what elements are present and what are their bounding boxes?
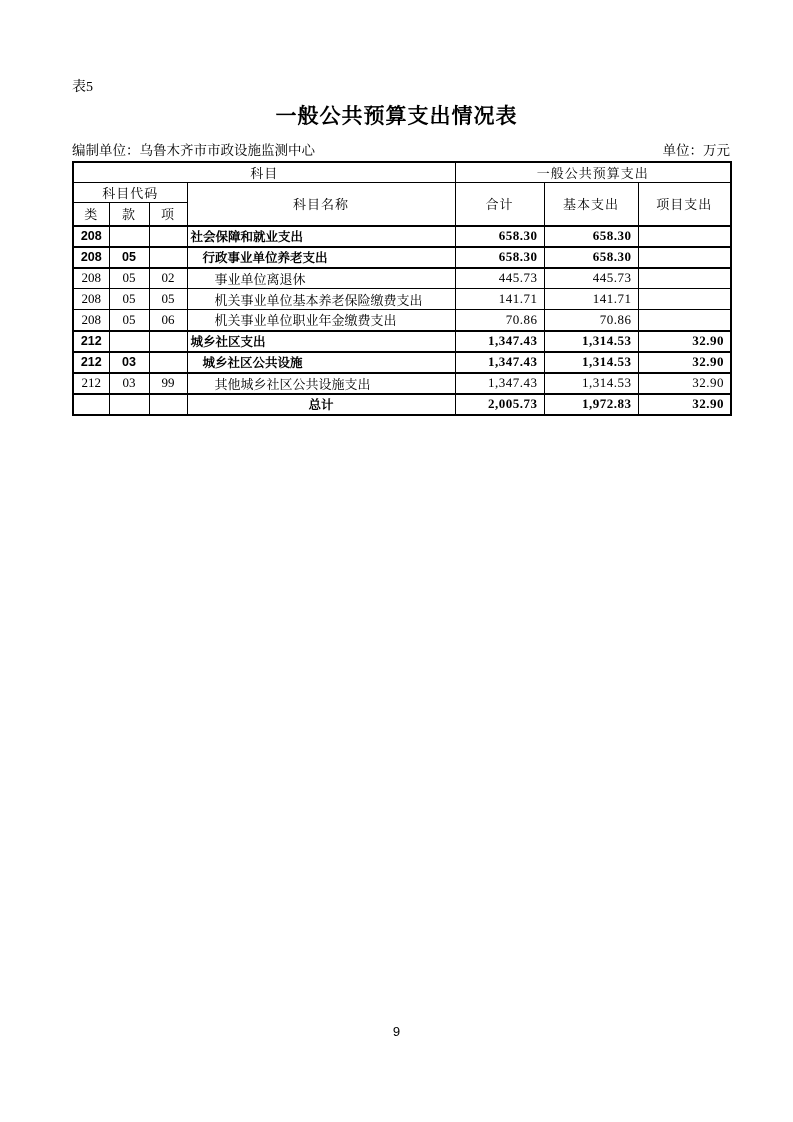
xiang-cell bbox=[149, 352, 187, 373]
name-cell: 总计 bbox=[187, 394, 455, 415]
project-cell: 32.90 bbox=[638, 331, 731, 352]
name-cell: 机关事业单位职业年金缴费支出 bbox=[187, 310, 455, 331]
header-project-col: 项目支出 bbox=[638, 183, 731, 226]
basic-cell: 1,314.53 bbox=[544, 352, 638, 373]
kuan-cell: 05 bbox=[109, 247, 149, 268]
name-cell: 其他城乡社区公共设施支出 bbox=[187, 373, 455, 394]
table-row bbox=[73, 310, 731, 331]
total-cell: 2,005.73 bbox=[455, 394, 544, 415]
header-code-lei: 类 bbox=[73, 203, 109, 226]
basic-cell: 445.73 bbox=[544, 268, 638, 289]
total-cell: 141.71 bbox=[455, 289, 544, 310]
xiang-cell bbox=[149, 226, 187, 247]
basic-cell: 1,314.53 bbox=[544, 331, 638, 352]
name-cell: 社会保障和就业支出 bbox=[187, 226, 455, 247]
kuan-cell: 05 bbox=[109, 289, 149, 310]
page-title: 一般公共预算支出情况表 bbox=[275, 105, 518, 128]
table-row bbox=[73, 394, 731, 415]
name-cell: 事业单位离退休 bbox=[187, 268, 455, 289]
xiang-cell: 99 bbox=[149, 373, 187, 394]
table-row bbox=[73, 373, 731, 394]
table-row bbox=[73, 331, 731, 352]
table-row bbox=[73, 289, 731, 310]
name-cell: 城乡社区支出 bbox=[187, 331, 455, 352]
lei-cell: 208 bbox=[73, 247, 109, 268]
total-cell: 658.30 bbox=[455, 247, 544, 268]
lei-cell: 212 bbox=[73, 331, 109, 352]
project-cell bbox=[638, 226, 731, 247]
total-cell: 1,347.43 bbox=[455, 352, 544, 373]
kuan-cell bbox=[109, 331, 149, 352]
basic-cell: 70.86 bbox=[544, 310, 638, 331]
kuan-cell: 03 bbox=[109, 352, 149, 373]
header-code-xiang: 项 bbox=[149, 203, 187, 226]
basic-cell: 1,314.53 bbox=[544, 373, 638, 394]
kuan-cell: 05 bbox=[109, 310, 149, 331]
xiang-cell: 06 bbox=[149, 310, 187, 331]
kuan-cell bbox=[109, 394, 149, 415]
basic-cell: 1,972.83 bbox=[544, 394, 638, 415]
project-cell bbox=[638, 268, 731, 289]
table-header bbox=[73, 162, 731, 226]
header-basic-col: 基本支出 bbox=[544, 183, 638, 226]
basic-cell: 658.30 bbox=[544, 247, 638, 268]
table-meta-row bbox=[72, 139, 730, 159]
budget-expenditure-table bbox=[72, 161, 732, 416]
header-total-col: 合计 bbox=[455, 183, 544, 226]
table-label: 表5 bbox=[72, 80, 93, 95]
xiang-cell: 05 bbox=[149, 289, 187, 310]
table-row bbox=[73, 268, 731, 289]
name-cell: 行政事业单位养老支出 bbox=[187, 247, 455, 268]
lei-cell: 212 bbox=[73, 352, 109, 373]
name-cell: 城乡社区公共设施 bbox=[187, 352, 455, 373]
xiang-cell bbox=[149, 247, 187, 268]
kuan-cell: 05 bbox=[109, 268, 149, 289]
project-cell bbox=[638, 289, 731, 310]
header-code-kuan: 款 bbox=[109, 203, 149, 226]
kuan-cell: 03 bbox=[109, 373, 149, 394]
header-name-col: 科目名称 bbox=[187, 183, 455, 226]
lei-cell: 208 bbox=[73, 268, 109, 289]
project-cell: 32.90 bbox=[638, 394, 731, 415]
project-cell bbox=[638, 310, 731, 331]
name-cell: 机关事业单位基本养老保险缴费支出 bbox=[187, 289, 455, 310]
table-body bbox=[73, 226, 731, 415]
table-row bbox=[73, 247, 731, 268]
total-cell: 445.73 bbox=[455, 268, 544, 289]
lei-cell: 212 bbox=[73, 373, 109, 394]
lei-cell: 208 bbox=[73, 289, 109, 310]
project-cell bbox=[638, 247, 731, 268]
lei-cell: 208 bbox=[73, 226, 109, 247]
basic-cell: 141.71 bbox=[544, 289, 638, 310]
xiang-cell: 02 bbox=[149, 268, 187, 289]
lei-cell: 208 bbox=[73, 310, 109, 331]
project-cell: 32.90 bbox=[638, 352, 731, 373]
unit-label: 单位：万元 bbox=[662, 143, 730, 158]
total-cell: 658.30 bbox=[455, 226, 544, 247]
lei-cell bbox=[73, 394, 109, 415]
header-budget-group: 一般公共预算支出 bbox=[455, 162, 731, 183]
xiang-cell bbox=[149, 331, 187, 352]
project-cell: 32.90 bbox=[638, 373, 731, 394]
total-cell: 70.86 bbox=[455, 310, 544, 331]
xiang-cell bbox=[149, 394, 187, 415]
basic-cell: 658.30 bbox=[544, 226, 638, 247]
total-cell: 1,347.43 bbox=[455, 373, 544, 394]
table-row bbox=[73, 226, 731, 247]
kuan-cell bbox=[109, 226, 149, 247]
prepared-by-label: 编制单位：乌鲁木齐市市政设施监测中心 bbox=[72, 143, 315, 158]
page-number: 9 bbox=[392, 1024, 401, 1039]
header-code-group: 科目代码 bbox=[73, 183, 187, 203]
table-row bbox=[73, 352, 731, 373]
total-cell: 1,347.43 bbox=[455, 331, 544, 352]
header-subject-group: 科目 bbox=[73, 162, 455, 183]
